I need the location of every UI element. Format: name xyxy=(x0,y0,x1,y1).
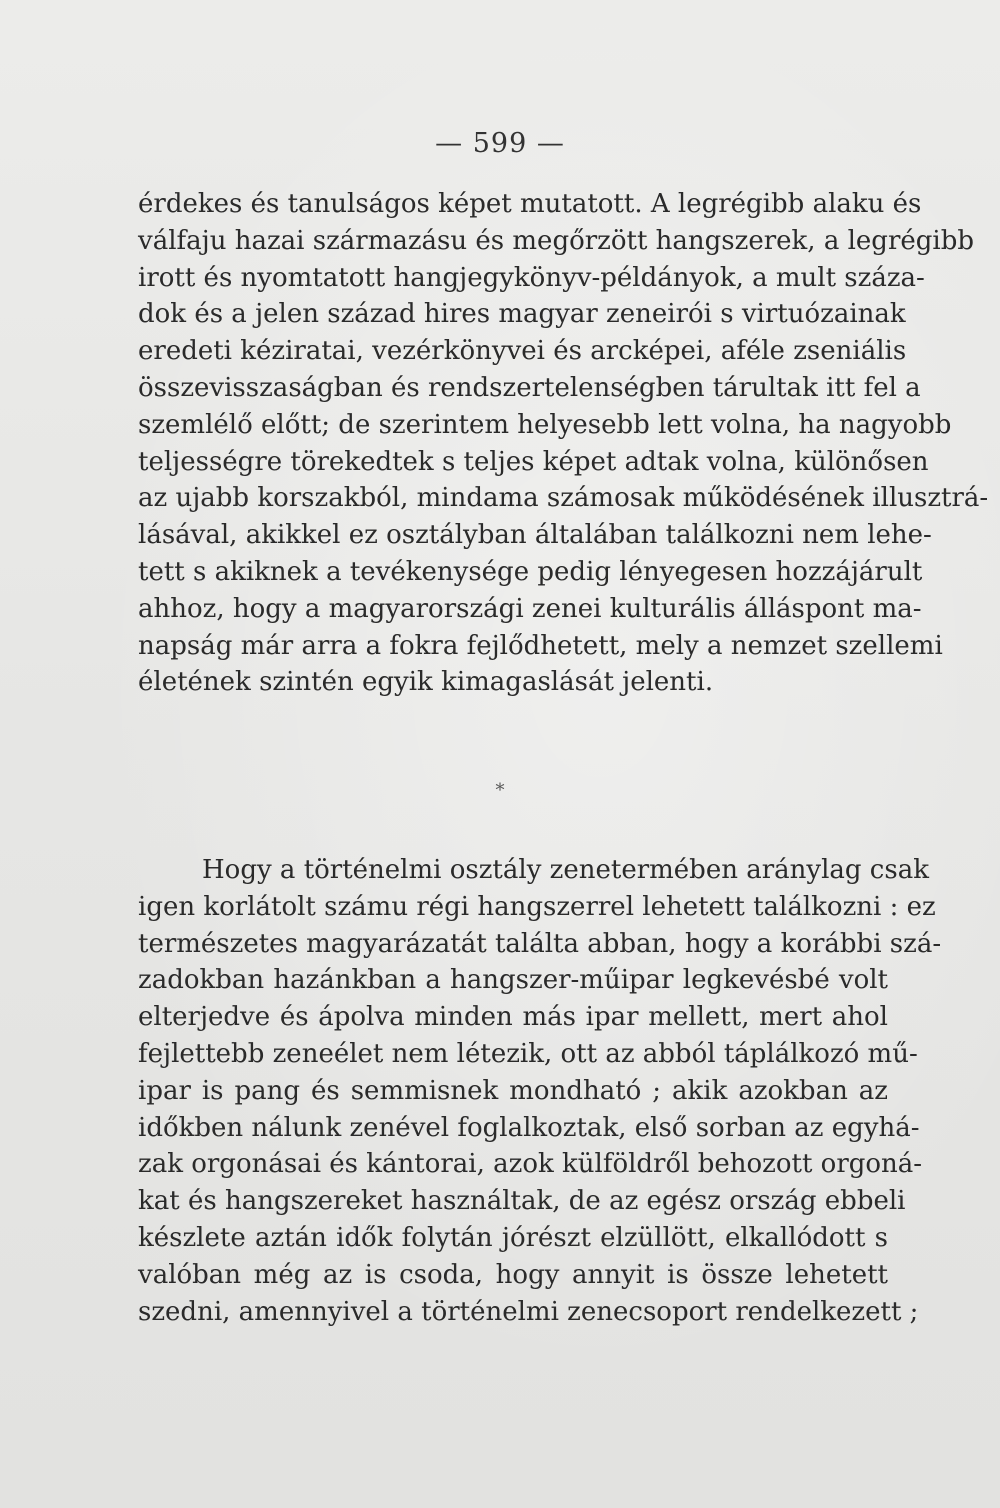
text-line: fejlettebb zeneélet nem létezik, ott az abból táplálkozó mű- xyxy=(138,1038,918,1069)
text-line: lásával, akikkel ez osztályban általában találkozni nem lehe- xyxy=(138,520,932,551)
text-line: zak orgonásai és kántorai, azok külföldről behozott orgoná- xyxy=(138,1149,923,1180)
text-line: zadokban hazánkban a hangszer-műipar legkevésbé volt xyxy=(138,965,888,996)
text-line: szemlélő előtt; de szerintem helyesebb lett volna, ha nagyobb xyxy=(138,409,952,440)
text-line: tett s akiknek a tevékenysége pedig lényegesen hozzájárult xyxy=(138,556,923,587)
text-line: elterjedve és ápolva minden más ipar mellett, mert ahol xyxy=(138,1002,888,1033)
text-line: dok és a jelen század hires magyar zeneirói s virtuózainak xyxy=(138,299,906,330)
text-line: érdekes és tanulságos képet mutatott. A legrégibb alaku és xyxy=(138,189,922,219)
text-line: szedni, amennyivel a történelmi zenecsoport rendelkezett ; xyxy=(138,1296,919,1327)
paragraph-1 xyxy=(138,186,989,701)
text-line: igen korlátolt számu régi hangszerrel lehetett találkozni : ez xyxy=(138,891,936,922)
text-line: ipar is pang és semmisnek mondható ; akik azokban az xyxy=(138,1075,888,1106)
text-line: készlete aztán idők folytán jórészt elzüllött, elkallódott s xyxy=(138,1222,888,1253)
text-line: válfaju hazai származásu és megőrzött hangszerek, a legrégibb xyxy=(138,225,975,256)
text-line: irott és nyomtatott hangjegykönyv-példányok, a mult száza- xyxy=(138,262,925,293)
section-separator: * xyxy=(495,780,505,801)
text-line: Hogy a történelmi osztály zenetermében aránylag csak xyxy=(202,855,929,885)
text-line: az ujabb korszakból, mindama számosak működésének illusztrá- xyxy=(138,483,989,514)
text-line: életének szintén egyik kimagaslását jelenti. xyxy=(138,667,714,698)
text-line: eredeti kéziratai, vezérkönyvei és arcképei, aféle zseniális xyxy=(138,336,907,367)
text-line: napság már arra a fokra fejlődhetett, mely a nemzet szellemi xyxy=(138,630,943,661)
text-line: teljességre törekedtek s teljes képet adtak volna, különősen xyxy=(138,446,929,477)
paragraph-2 xyxy=(138,852,942,1330)
text-line: időkben nálunk zenével foglalkoztak, első sorban az egyhá- xyxy=(138,1112,920,1143)
text-line: természetes magyarázatát találta abban, hogy a korábbi szá- xyxy=(138,928,942,959)
text-line: összevisszaságban és rendszertelenségben tárultak itt fel a xyxy=(138,372,921,403)
text-line: valóban még az is csoda, hogy annyit is össze lehetett xyxy=(138,1259,888,1290)
text-line: ahhoz, hogy a magyarországi zenei kulturális álláspont ma- xyxy=(138,593,922,624)
page-number: — 599 — xyxy=(435,128,565,159)
text-line: kat és hangszereket használtak, de az egész ország ebbeli xyxy=(138,1186,906,1217)
